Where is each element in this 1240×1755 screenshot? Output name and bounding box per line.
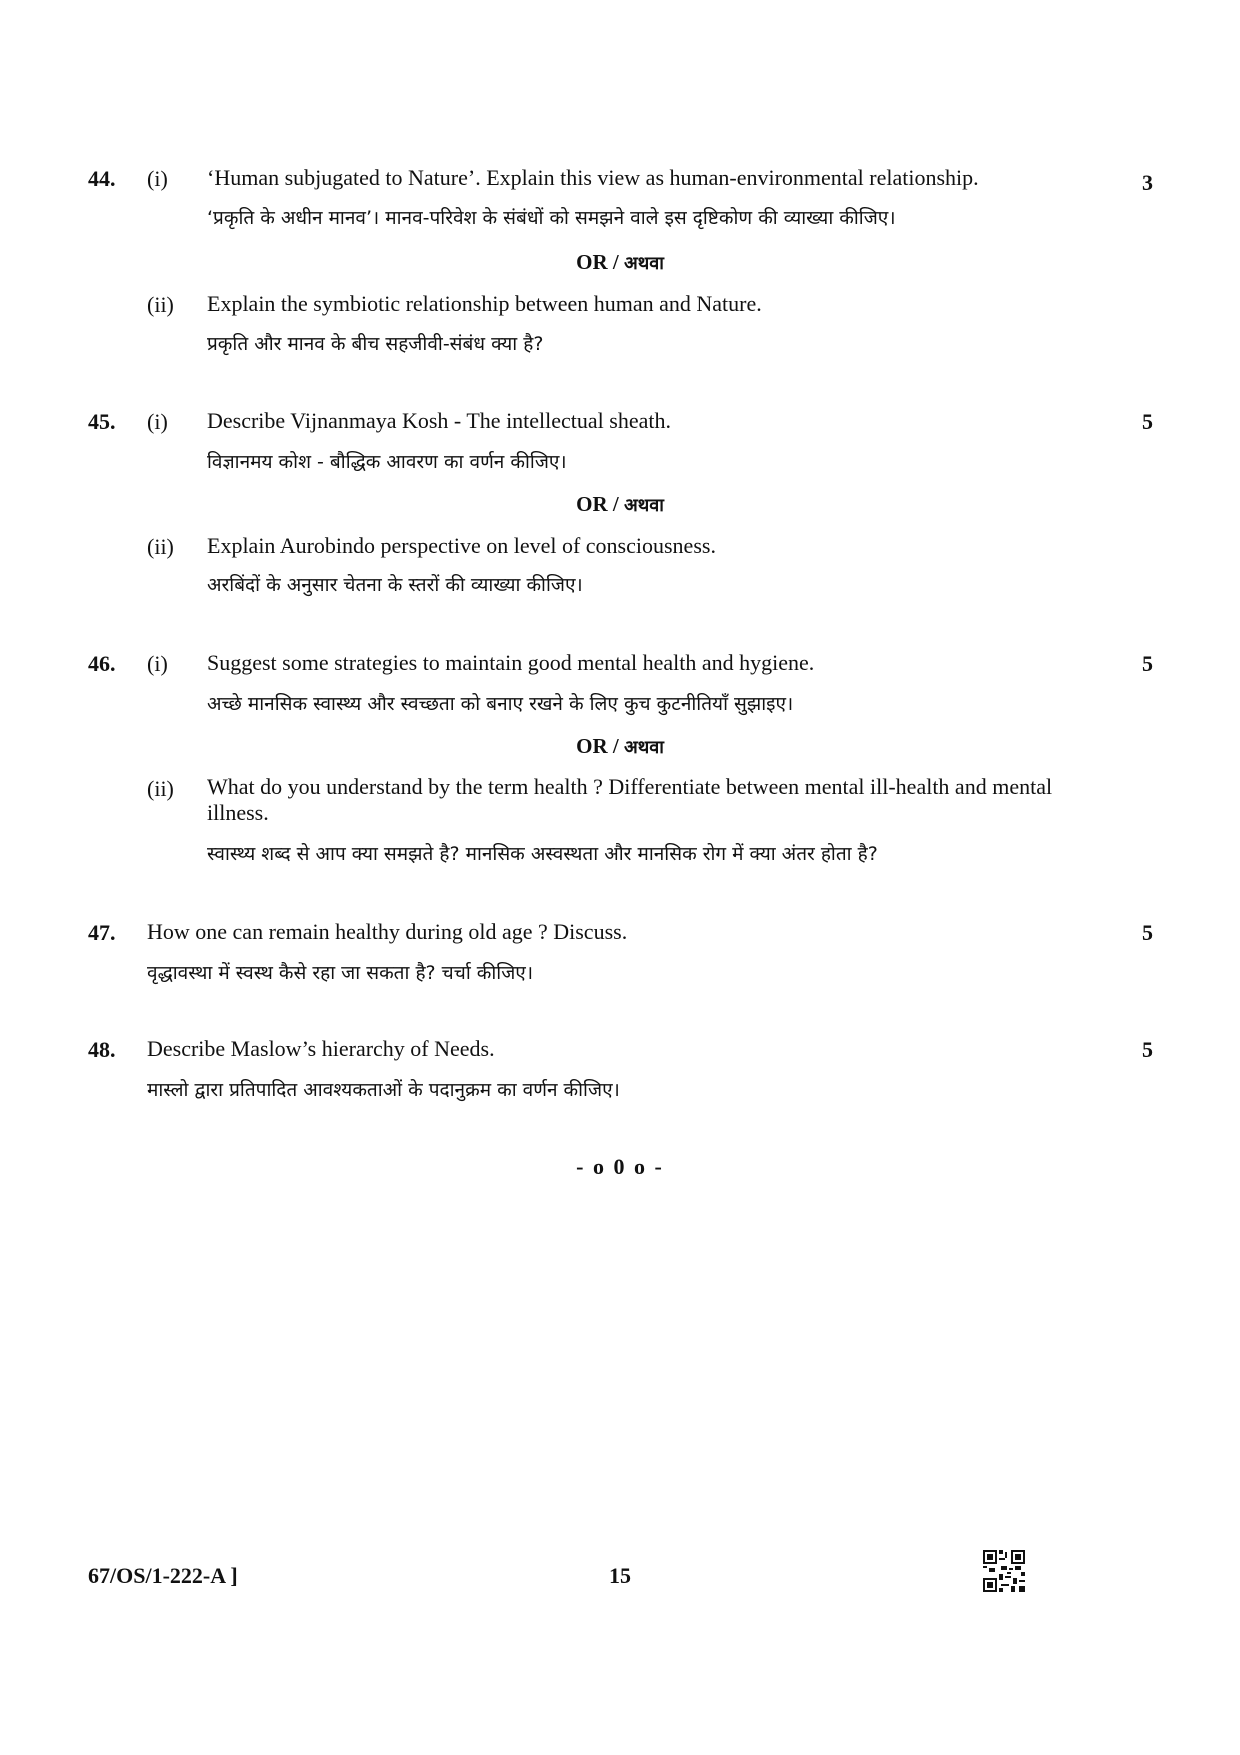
q47-hindi: वृद्धावस्था में स्वस्थ कैसे रहा जा सकता है? चर्चा कीजिए। <box>147 962 534 984</box>
q48-marks: 5 <box>1142 1037 1153 1062</box>
question-number-47: 47. <box>88 920 116 945</box>
question-number-45: 45. <box>88 409 116 434</box>
q44-or-separator: OR / अथवा <box>576 250 664 274</box>
q48-english: Describe Maslow’s hierarchy of Needs. <box>147 1036 495 1061</box>
q44-part-i-hindi: ‘प्रकृति के अधीन मानव’। मानव-परिवेश के संबंधों को समझने वाले इस दृष्टिकोण की व्याख्या कीजिए। <box>207 207 896 229</box>
q44-part-i-label: (i) <box>147 166 168 191</box>
q46-or-separator: OR / अथवा <box>576 734 664 758</box>
question-number-48: 48. <box>88 1037 116 1062</box>
q44-part-ii-hindi: प्रकृति और मानव के बीच सहजीवी-संबंध क्या है? <box>207 333 544 355</box>
question-number-46: 46. <box>88 651 116 676</box>
q44-marks: 3 <box>1142 170 1153 195</box>
q46-part-i-label: (i) <box>147 651 168 676</box>
q46-part-ii-hindi: स्वास्थ्य शब्द से आप क्या समझते है? मानसिक अस्वस्थता और मानसिक रोग में क्या अंतर होता है? <box>207 843 878 865</box>
q46-part-i-english: Suggest some strategies to maintain good mental health and hygiene. <box>207 650 815 675</box>
end-of-paper-marker: - o 0 o - <box>576 1154 664 1179</box>
q45-or-separator: OR / अथवा <box>576 492 664 516</box>
q45-part-ii-label: (ii) <box>147 534 174 559</box>
question-number-44: 44. <box>88 166 116 191</box>
q45-part-i-english: Describe Vijnanmaya Kosh - The intellectual sheath. <box>207 408 671 433</box>
qr-code-icon <box>983 1550 1025 1592</box>
paper-code: 67/OS/1-222-A ] <box>88 1563 238 1588</box>
q44-part-ii-english: Explain the symbiotic relationship between human and Nature. <box>207 291 762 316</box>
q45-part-ii-english: Explain Aurobindo perspective on level of consciousness. <box>207 533 716 558</box>
q44-part-i-english: ‘Human subjugated to Nature’. Explain this view as human-environmental relationship. <box>207 165 979 190</box>
page-number: 15 <box>609 1563 631 1588</box>
q45-part-ii-hindi: अरबिंदों के अनुसार चेतना के स्तरों की व्याख्या कीजिए। <box>207 574 583 596</box>
q46-part-ii-english: What do you understand by the term health ? Differentiate between mental ill-health and mental illness. <box>207 774 1053 825</box>
q48-hindi: मास्लो द्वारा प्रतिपादित आवश्यकताओं के पदानुक्रम का वर्णन कीजिए। <box>147 1079 620 1101</box>
q45-part-i-hindi: विज्ञानमय कोश - बौद्धिक आवरण का वर्णन कीजिए। <box>207 451 567 473</box>
q45-part-i-label: (i) <box>147 409 168 434</box>
q46-marks: 5 <box>1142 651 1153 676</box>
q46-part-ii-label: (ii) <box>147 776 174 801</box>
q44-part-ii-label: (ii) <box>147 292 174 317</box>
q47-marks: 5 <box>1142 920 1153 945</box>
q47-english: How one can remain healthy during old age ? Discuss. <box>147 919 628 944</box>
q45-marks: 5 <box>1142 409 1153 434</box>
q46-part-i-hindi: अच्छे मानसिक स्वास्थ्य और स्वच्छता को बनाए रखने के लिए कुच कुटनीतियाँ सुझाइए। <box>207 693 794 715</box>
